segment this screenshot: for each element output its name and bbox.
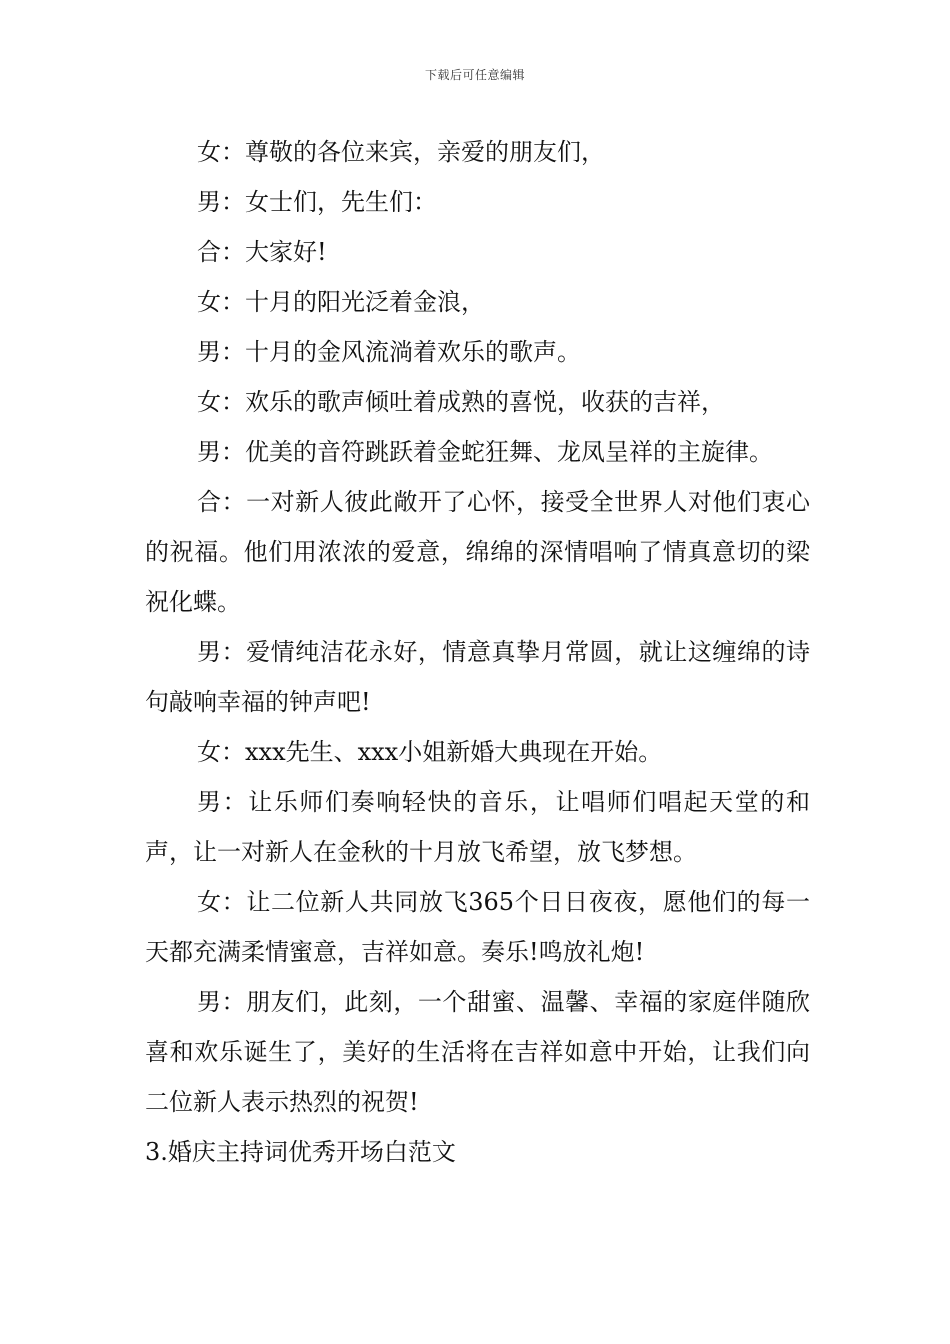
paragraph: 女：十月的阳光泛着金浪，: [197, 288, 485, 316]
paragraph: 女：尊敬的各位来宾，亲爱的朋友们，: [197, 138, 605, 166]
section-heading: 3.婚庆主持词优秀开场白范文: [145, 1138, 456, 1166]
header-note: 下载后可任意编辑: [424, 68, 525, 82]
paragraph: 男：爱情纯洁花永好，情意真挚月常圆，就让这缠绵的诗句敲响幸福的钟声吧!: [145, 638, 810, 716]
paragraph: 男：女士们，先生们：: [197, 188, 437, 216]
paragraph: 男：十月的金风流淌着欢乐的歌声。: [197, 338, 581, 366]
paragraph: 合：大家好!: [197, 238, 327, 266]
paragraph: 女：xxx先生、xxx小姐新婚大典现在开始。: [197, 738, 663, 766]
paragraph: 女：欢乐的歌声倾吐着成熟的喜悦，收获的吉祥，: [197, 388, 725, 416]
paragraph: 男：优美的音符跳跃着金蛇狂舞、龙凤呈祥的主旋律。: [197, 438, 773, 466]
paragraph: 男：朋友们，此刻，一个甜蜜、温馨、幸福的家庭伴随欣喜和欢乐诞生了，美好的生活将在吉祥如意中开始，让我们向二位新人表示热烈的祝贺!: [145, 988, 810, 1116]
paragraph: 合：一对新人彼此敞开了心怀，接受全世界人对他们衷心的祝福。他们用浓浓的爱意，绵绵的深情唱响了情真意切的梁祝化蝶。: [145, 488, 810, 616]
paragraph: 男：让乐师们奏响轻快的音乐，让唱师们唱起天堂的和声，让一对新人在金秋的十月放飞希望，放飞梦想。: [145, 788, 810, 866]
document-body: [145, 127, 810, 1177]
paragraph: 女：让二位新人共同放飞365个日日夜夜，愿他们的每一天都充满柔情蜜意，吉祥如意。奏乐!鸣放礼炮!: [145, 888, 810, 966]
